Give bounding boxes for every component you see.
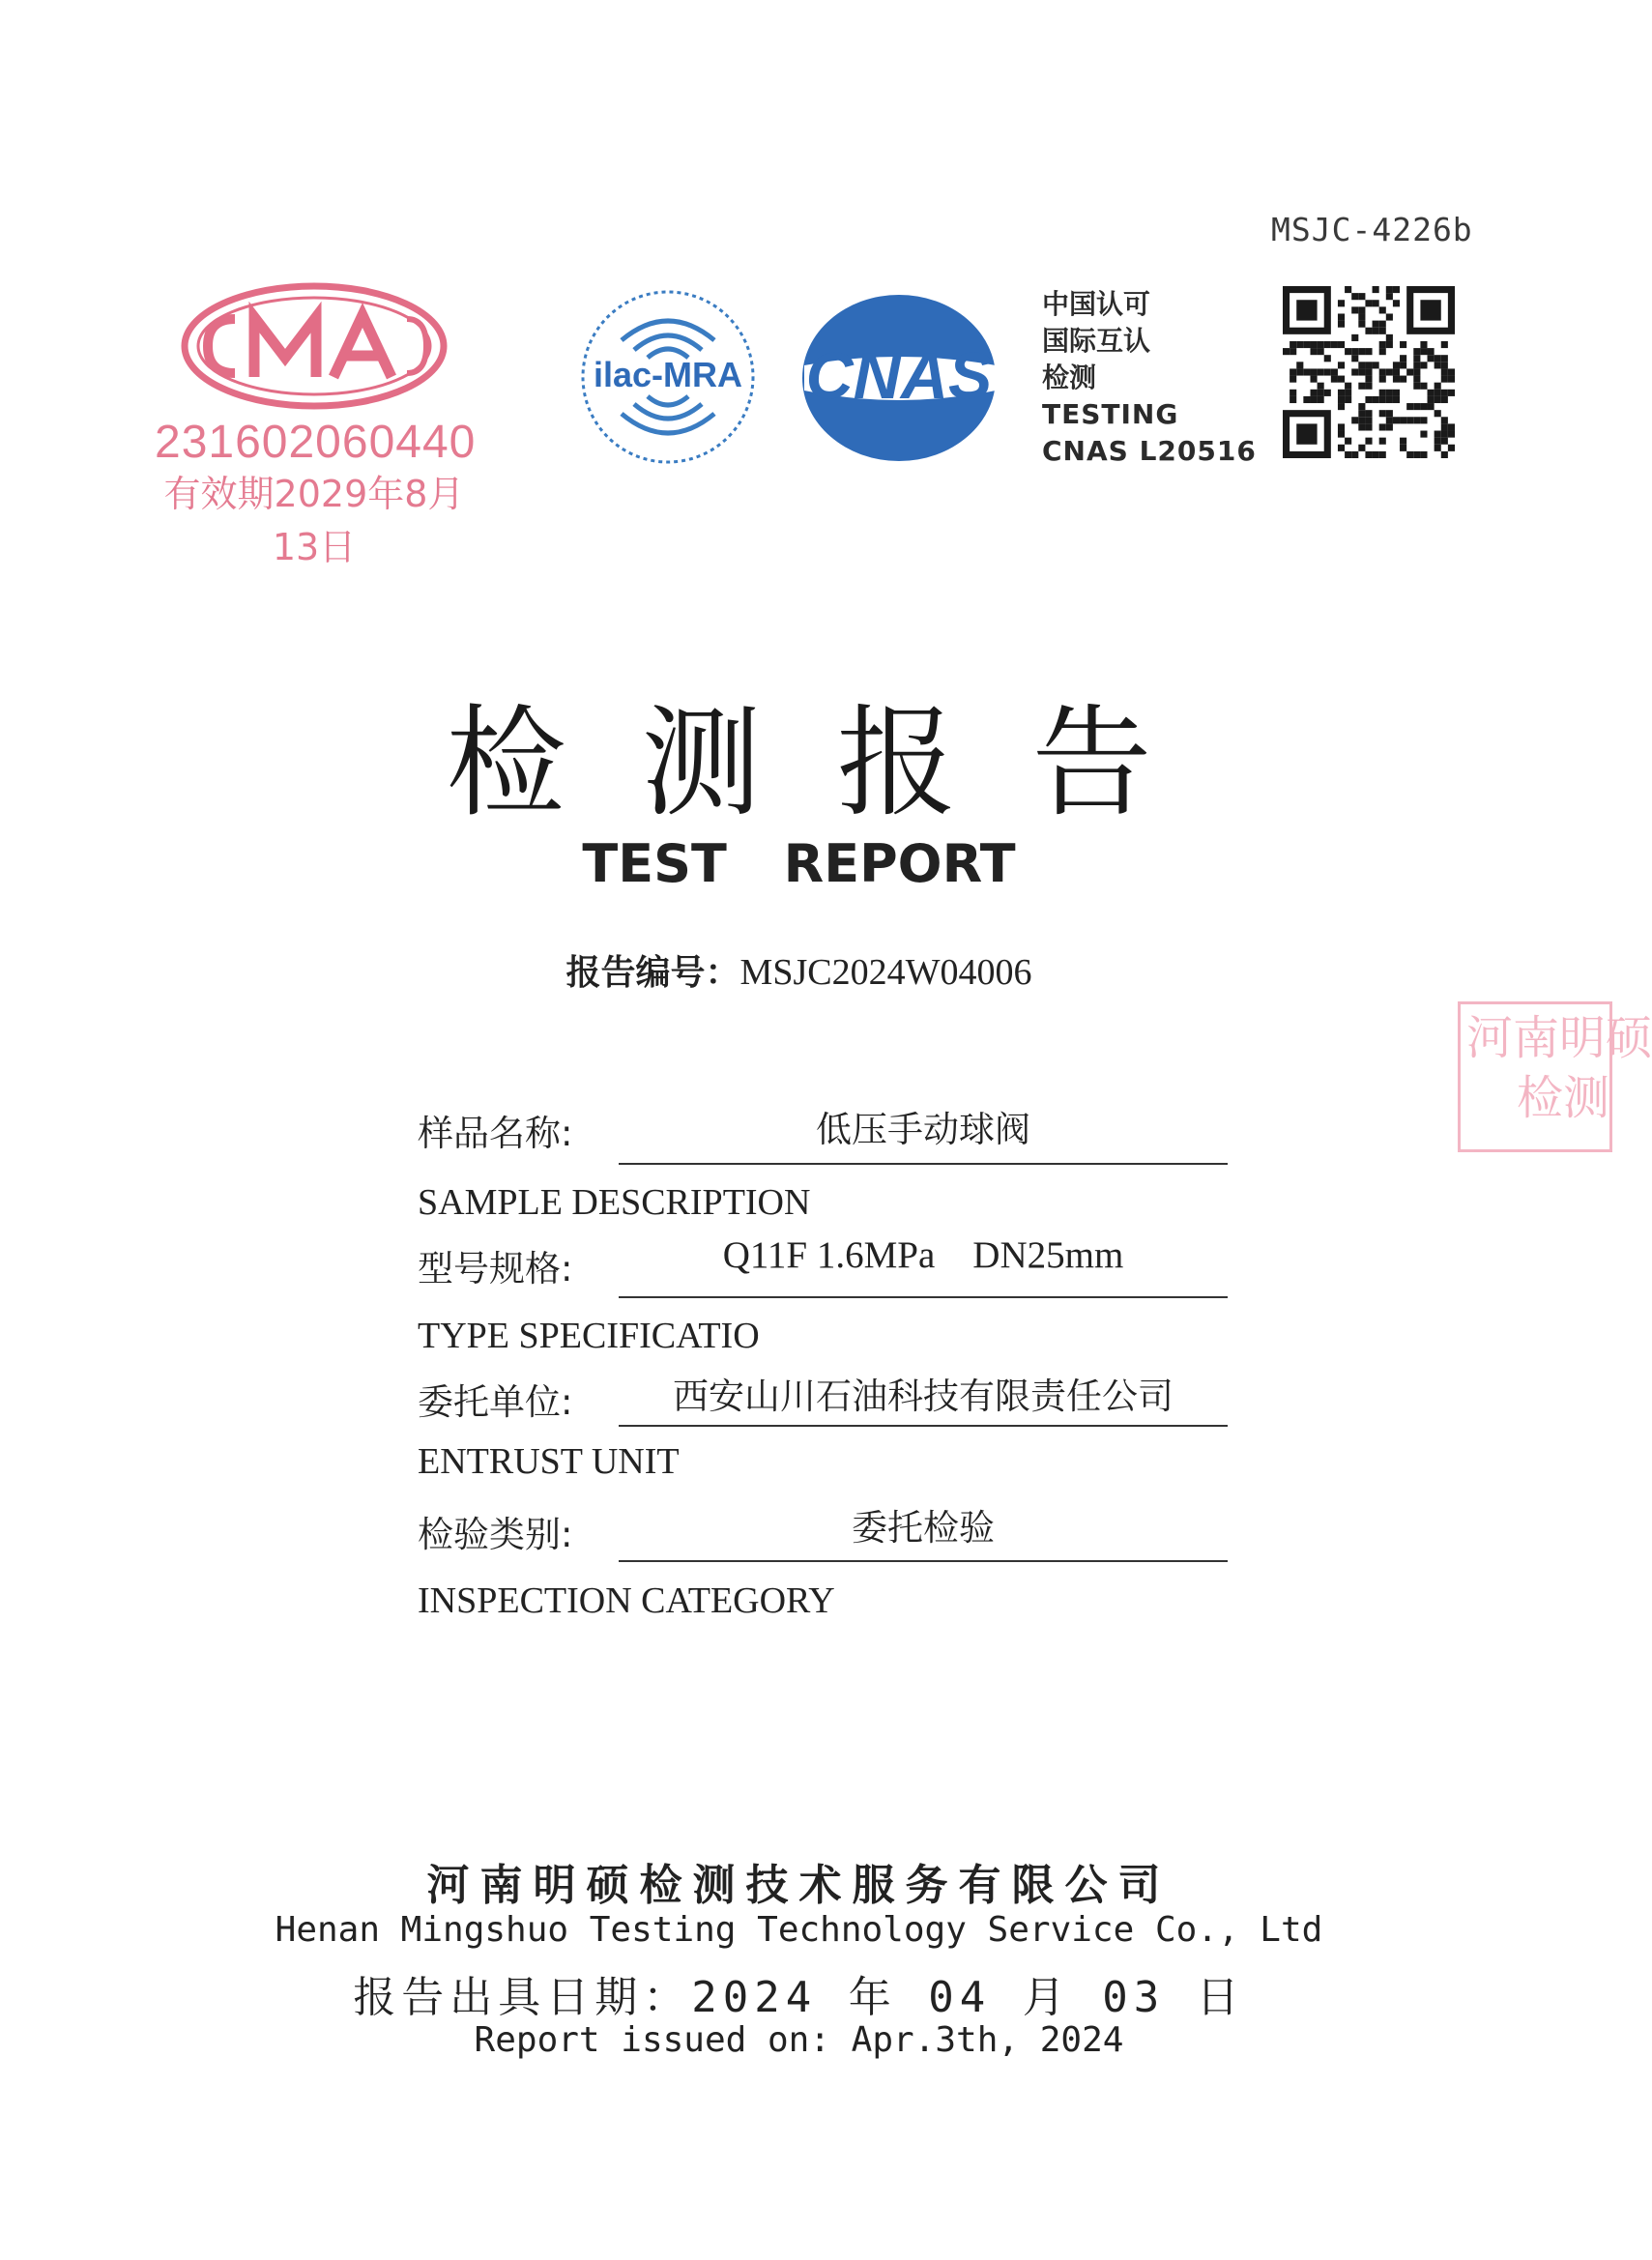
sample-name-label-en: SAMPLE DESCRIPTION [418,1182,811,1223]
qr-code-graphic [1283,286,1455,458]
cnas-line-2: 国际互认 [1042,325,1151,357]
sample-name-underline [619,1163,1228,1165]
inspection-category-underline [619,1560,1228,1562]
report-title-zh: 检测报告 [446,694,1228,833]
issue-date-zh: 报告出具日期：2024 年 04 月 03 日 [353,1973,1245,2022]
inspection-category-label-en: INSPECTION CATEGORY [418,1580,835,1621]
inspection-category-value: 委托检验 [852,1507,995,1549]
cnas-logo [791,290,1008,466]
ilac-logo-text: ilac-MRA [593,355,743,394]
cma-number: 231602060440 [155,417,477,468]
report-title-en: TEST REPORT [582,833,1016,894]
sample-name-label: 样品名称: [418,1113,573,1154]
report-number [0,945,1598,995]
cnas-line-4: TESTING [1042,398,1179,430]
entrust-unit-label: 委托单位: [418,1381,573,1423]
entrust-unit-underline [619,1425,1228,1427]
seal-line-2: 检测 [1517,1071,1610,1125]
ilac-mra-logo [578,280,758,474]
sample-name-value: 低压手动球阀 [816,1109,1030,1150]
entrust-unit-value: 西安山川石油科技有限责任公司 [673,1376,1174,1417]
cnas-logo-icon [791,290,1008,466]
report-number-label: 报告编号： [565,953,740,993]
company-name-zh: 河南明硕检测技术服务有限公司 [426,1861,1172,1910]
cnas-accreditation-text [1042,286,1257,470]
model-spec-underline [619,1296,1228,1298]
model-spec-value: Q11F 1.6MPa DN25mm [722,1234,1124,1276]
report-number-value: MSJC2024W04006 [739,952,1032,993]
cnas-logo-text: CNAS [805,339,993,413]
cnas-line-1: 中国认可 [1042,288,1151,320]
company-name-en: Henan Mingshuo Testing Technology Service Co., Ltd [275,1910,1323,1950]
model-spec-label-en: TYPE SPECIFICATIO [418,1316,760,1356]
cma-logo-icon [179,280,449,411]
inspection-category-label: 检验类别: [418,1514,573,1555]
seal-line-1: 河南明硕 [1466,1011,1652,1065]
ilac-mra-logo-icon [578,280,758,474]
issue-date-en: Report issued on: Apr.3th, 2024 [474,2020,1124,2060]
cma-validity: 有效期2029年8月13日 [163,473,465,568]
cnas-line-5: CNAS L20516 [1042,435,1257,467]
cma-stamp [155,280,477,568]
cnas-line-3: 检测 [1042,362,1097,393]
qr-code-icon[interactable] [1283,286,1455,458]
model-spec-label: 型号规格: [418,1248,573,1289]
company-seal-stamp [1458,1001,1652,1152]
entrust-unit-label-en: ENTRUST UNIT [418,1441,680,1482]
document-code: MSJC-4226b [1271,211,1473,248]
